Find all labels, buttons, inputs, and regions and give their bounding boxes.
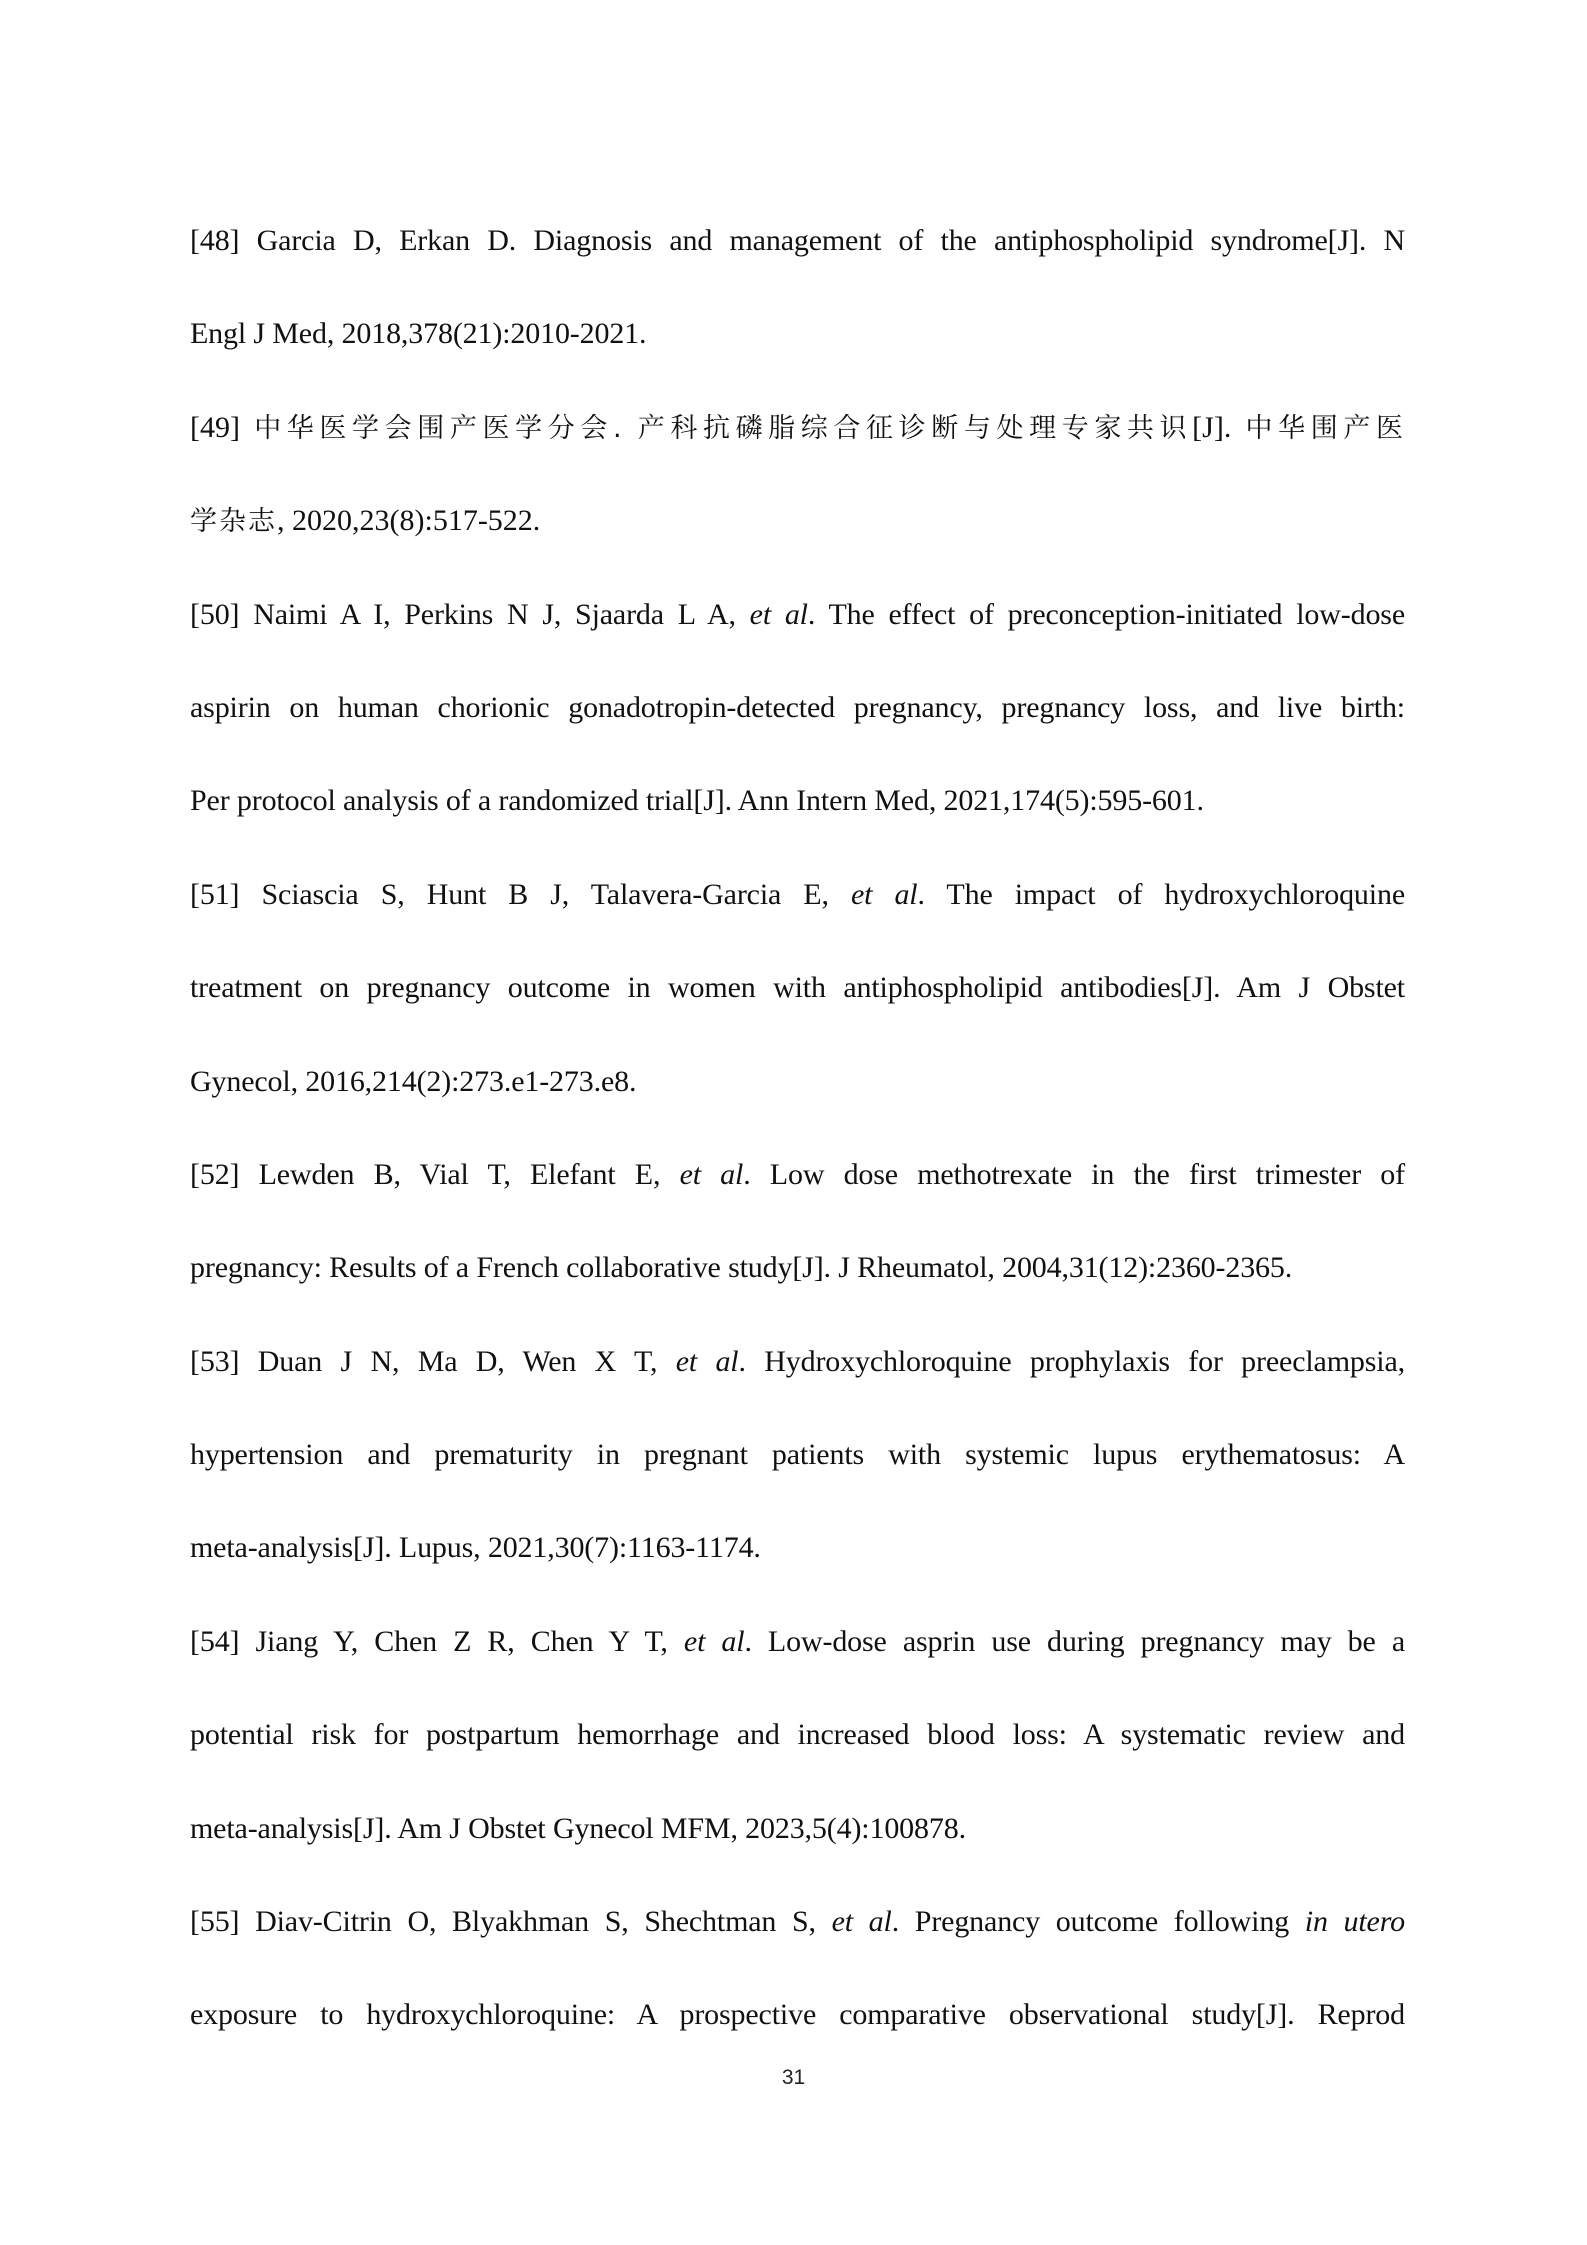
reference-line: treatment on pregnancy outcome in women with antiphospholipid antibodies[J]. Am J Obstet — [190, 971, 1405, 1005]
reference-line: [53] Duan J N, Ma D, Wen X T, et al. Hydroxychloroquine prophylaxis for preeclampsia, — [190, 1344, 1405, 1378]
reference-48 — [190, 212, 1405, 399]
page-number: 31 — [781, 2066, 806, 2089]
et-al: et al — [850, 877, 918, 911]
reference-line: [51] Sciascia S, Hunt B J, Talavera-Garcia E, et al. The impact of hydroxychloroquine — [190, 877, 1405, 911]
reference-54 — [190, 1613, 1405, 1893]
reference-citation: , 2020,23(8):517-522. — [277, 504, 541, 538]
reference-number: [49] — [190, 410, 240, 444]
reference-line: hypertension and prematurity in pregnant patients with systemic lupus erythematosus: A — [190, 1438, 1405, 1472]
reference-line: potential risk for postpartum hemorrhage and increased blood loss: A systematic review and — [190, 1718, 1405, 1752]
et-al: et al — [675, 1344, 739, 1378]
journal-name-cjk: 中华围产医 — [1245, 412, 1405, 444]
reference-line: pregnancy: Results of a French collaborative study[J]. J Rheumatol, 2004,31(12):2360-2365. — [190, 1251, 1293, 1285]
reference-line: Engl J Med, 2018,378(21):2010-2021. — [190, 317, 647, 351]
reference-line: [50] Naimi A I, Perkins N J, Sjaarda L A, et al. The effect of preconception-initiated low-dose — [190, 597, 1405, 631]
journal-name-cjk: 学杂志 — [190, 506, 277, 538]
reference-52 — [190, 1146, 1405, 1333]
reference-line: exposure to hydroxychloroquine: A prospective comparative observational study[J]. Reprod — [190, 1998, 1405, 2032]
reference-line: [54] Jiang Y, Chen Z R, Chen Y T, et al. Low-dose asprin use during pregnancy may be a — [190, 1624, 1405, 1658]
in-utero: in utero — [1304, 1905, 1405, 1939]
reference-line: [48] Garcia D, Erkan D. Diagnosis and management of the antiphospholipid syndrome[J]. N — [190, 224, 1405, 257]
reference-line: meta-analysis[J]. Am J Obstet Gynecol MFM, 2023,5(4):100878. — [190, 1811, 966, 1845]
reference-55 — [190, 1893, 1405, 2080]
reference-line: [52] Lewden B, Vial T, Elefant E, et al. Low dose methotrexate in the first trimester of — [190, 1157, 1405, 1191]
reference-type: [J]. — [1192, 410, 1232, 444]
reference-line — [190, 399, 1405, 492]
et-al: et al — [831, 1905, 892, 1939]
reference-line: [55] Diav-Citrin O, Blyakhman S, Shechtman S, et al. Pregnancy outcome following in utero — [190, 1905, 1405, 1939]
reference-51 — [190, 866, 1405, 1146]
reference-line: Gynecol, 2016,214(2):273.e1-273.e8. — [190, 1064, 637, 1098]
reference-line: aspirin on human chorionic gonadotropin-detected pregnancy, pregnancy loss, and live birth: — [190, 690, 1405, 724]
et-al: et al — [683, 1624, 745, 1658]
reference-line — [190, 492, 1405, 585]
reference-line: Per protocol analysis of a randomized trial[J]. Ann Intern Med, 2021,174(5):595-601. — [190, 784, 1204, 818]
reference-line: meta-analysis[J]. Lupus, 2021,30(7):1163-1174. — [190, 1531, 761, 1565]
reference-50 — [190, 586, 1405, 866]
reference-authors-title-cjk: 中华医学会围产医学分会. 产科抗磷脂综合征诊断与处理专家共识 — [254, 412, 1193, 444]
et-al: et al — [679, 1157, 744, 1191]
reference-49 — [190, 399, 1405, 586]
reference-53 — [190, 1333, 1405, 1613]
et-al: et al — [749, 597, 808, 631]
reference-list — [190, 212, 1405, 2080]
